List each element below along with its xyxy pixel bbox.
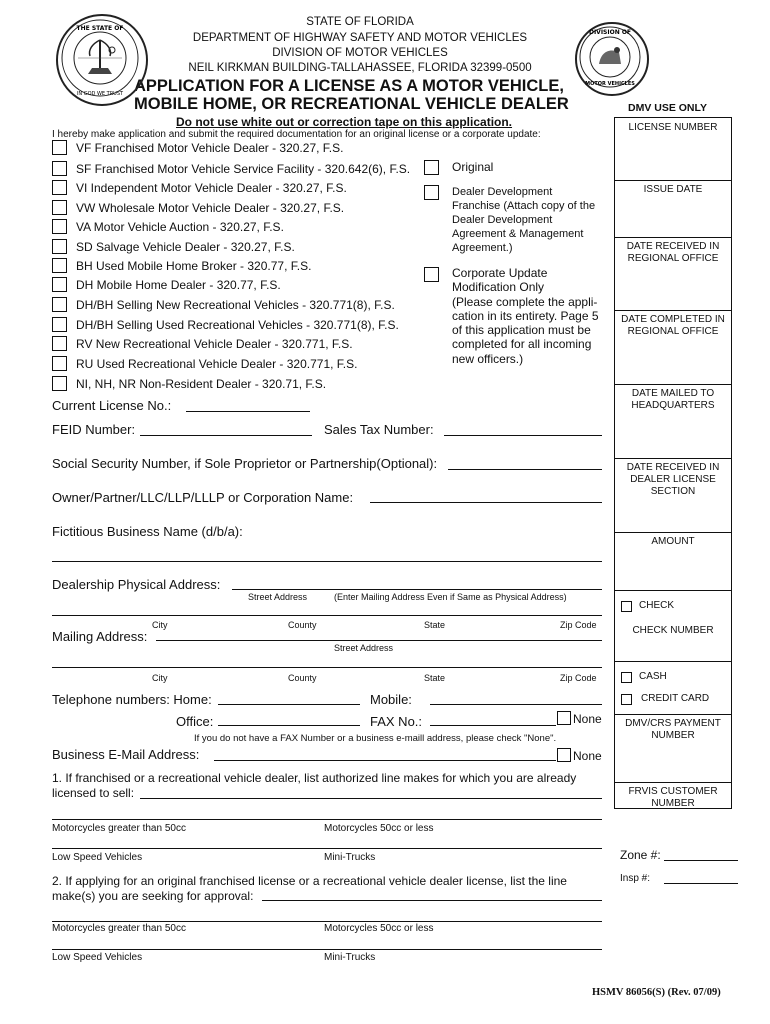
form-title-line2: MOBILE HOME, OR RECREATIONAL VEHICLE DEALER [134, 95, 569, 113]
question-2-line1: 2. If applying for an original franchised license or a recreational vehicle dealer license, list the line [52, 874, 567, 888]
fax-none-label: None [573, 712, 602, 726]
telephone-home-label: Telephone numbers: Home: [52, 692, 212, 707]
insp-label: Insp #: [620, 873, 651, 884]
q1-answer-input[interactable] [140, 798, 602, 799]
svg-text:MOTOR VEHICLES: MOTOR VEHICLES [585, 81, 635, 87]
email-label: Business E-Mail Address: [52, 747, 200, 762]
street-address-caption: Street Address [248, 592, 308, 602]
checkbox[interactable] [52, 336, 67, 351]
q1-motorcycles-big: Motorcycles greater than 50cc [52, 823, 186, 834]
intro-text: I hereby make application and submit the required documentation for an original license or a corporate update: [52, 129, 541, 140]
dealer-development-label: Dealer Development Franchise (Attach copy of the Dealer Development Agreement & Management Agreement.) [452, 186, 596, 254]
dmv-cash-label: CASH [639, 671, 667, 682]
zone-label: Zone #: [620, 848, 661, 862]
dmv-use-only-label: DMV USE ONLY [628, 102, 707, 114]
header-division: DIVISION OF MOTOR VEHICLES [272, 47, 448, 59]
fax-note: If you do not have a FAX Number or a business e-maill address, please check "None". [194, 733, 557, 744]
dmv-crs-payment-number: DMV/CRS PAYMENT NUMBER [625, 718, 721, 741]
mailing-address-input[interactable] [156, 640, 602, 641]
mobile-label: Mobile: [370, 692, 412, 707]
question-2-line2: make(s) you are seeking for approval: [52, 889, 254, 903]
dealer-development-checkbox[interactable] [424, 185, 439, 200]
checkbox[interactable] [52, 140, 67, 155]
ssn-input[interactable] [448, 469, 602, 470]
state-caption-2: State [424, 673, 446, 683]
city-caption-2: City [152, 673, 168, 683]
q2-answer-input[interactable] [262, 900, 602, 901]
svg-text:DIVISION OF: DIVISION OF [588, 29, 632, 36]
county-caption: County [288, 620, 317, 630]
question-1-line1: 1. If franchised or a recreational vehicle dealer, list authorized line makes for which you are already [52, 771, 577, 785]
physical-address-line2[interactable] [52, 615, 602, 616]
q2-answer-line3[interactable] [52, 949, 602, 950]
q2-answer-line2[interactable] [52, 921, 602, 922]
original-label: Original [452, 160, 494, 174]
zip-caption: Zip Code [560, 620, 597, 630]
form-title-line1: APPLICATION FOR A LICENSE AS A MOTOR VEHICLE, [134, 77, 564, 95]
mobile-phone-input[interactable] [430, 704, 602, 705]
q2-low-speed: Low Speed Vehicles [52, 952, 143, 963]
form-number: HSMV 86056(S) (Rev. 07/09) [592, 987, 721, 998]
checkbox[interactable] [52, 376, 67, 391]
dmv-credit-card-label: CREDIT CARD [641, 693, 710, 704]
svg-text:THE STATE OF: THE STATE OF [76, 25, 124, 32]
feid-input[interactable] [140, 435, 312, 436]
dmv-license-number: LICENSE NUMBER [628, 122, 718, 133]
q1-answer-line2[interactable] [52, 819, 602, 820]
mailing-address-line2[interactable] [52, 667, 602, 668]
original-checkbox[interactable] [424, 160, 439, 175]
fax-input[interactable] [430, 725, 556, 726]
checkbox[interactable] [52, 180, 67, 195]
q1-mini-trucks: Mini-Trucks [324, 852, 376, 863]
dmv-frvis-customer-number: FRVIS CUSTOMER NUMBER [628, 786, 718, 809]
header-address: NEIL KIRKMAN BUILDING-TALLAHASSEE, FLORIDA 32399-0500 [188, 62, 532, 74]
dmv-credit-card-checkbox[interactable] [621, 694, 632, 705]
corporate-update-checkbox[interactable] [424, 267, 439, 282]
svg-text:IN GOD WE TRUST: IN GOD WE TRUST [76, 91, 124, 97]
q1-motorcycles-small: Motorcycles 50cc or less [324, 823, 434, 834]
notice-text: Do not use white out or correction tape on this application. [176, 115, 513, 129]
dmv-issue-date: ISSUE DATE [643, 184, 703, 195]
current-license-input[interactable] [186, 411, 310, 412]
header-state: STATE OF FLORIDA [306, 16, 414, 28]
q1-answer-line3[interactable] [52, 848, 602, 849]
state-caption: State [424, 620, 446, 630]
q1-low-speed: Low Speed Vehicles [52, 852, 143, 863]
checkbox[interactable] [52, 200, 67, 215]
sales-tax-input[interactable] [444, 435, 602, 436]
dmv-check-label: CHECK [639, 600, 675, 611]
fictitious-name-label: Fictitious Business Name (d/b/a): [52, 524, 243, 539]
question-1-line2: licensed to sell: [52, 786, 135, 800]
ssn-label: Social Security Number, if Sole Proprietor or Partnership(Optional): [52, 456, 438, 471]
home-phone-input[interactable] [218, 704, 360, 705]
dmv-seal [575, 22, 649, 96]
office-phone-input[interactable] [218, 725, 360, 726]
checkbox[interactable] [52, 258, 67, 273]
physical-address-label: Dealership Physical Address: [52, 577, 221, 592]
current-license-label: Current License No.: [52, 398, 172, 413]
checkbox[interactable] [52, 161, 67, 176]
physical-address-input[interactable] [232, 589, 602, 590]
q2-motorcycles-big: Motorcycles greater than 50cc [52, 923, 186, 934]
q2-motorcycles-small: Motorcycles 50cc or less [324, 923, 434, 934]
fictitious-name-input[interactable] [52, 561, 602, 562]
dmv-date-received-regional: DATE RECEIVED IN REGIONAL OFFICE [626, 241, 720, 264]
zone-input[interactable] [664, 860, 738, 861]
sales-tax-label: Sales Tax Number: [324, 422, 434, 437]
fax-none-checkbox[interactable] [557, 711, 571, 725]
dmv-amount: AMOUNT [651, 536, 695, 547]
checkbox[interactable] [52, 297, 67, 312]
city-caption: City [152, 620, 168, 630]
corporate-update-label: Corporate Update Modification Only (Please complete the appli- cation in its entirety. Page 5 of this application must be completed for all incoming new officers.) [452, 266, 599, 366]
owner-label: Owner/Partner/LLC/LLP/LLLP or Corporation Name: [52, 490, 354, 505]
dmv-cash-checkbox[interactable] [621, 672, 632, 683]
checkbox[interactable] [52, 277, 67, 292]
checkbox[interactable] [52, 317, 67, 332]
county-caption-2: County [288, 673, 317, 683]
dmv-use-only-box [614, 117, 732, 809]
checkbox[interactable] [52, 219, 67, 234]
dmv-check-checkbox[interactable] [621, 601, 632, 612]
office-label: Office: [176, 714, 214, 729]
feid-label: FEID Number: [52, 422, 136, 437]
checkbox[interactable] [52, 356, 67, 371]
dmv-date-received-dealer: DATE RECEIVED IN DEALER LICENSE SECTION [626, 462, 720, 497]
zip-caption-2: Zip Code [560, 673, 597, 683]
email-input[interactable] [214, 760, 556, 761]
dmv-date-mailed-hq: DATE MAILED TO HEADQUARTERS [631, 388, 715, 411]
q2-mini-trucks: Mini-Trucks [324, 952, 376, 963]
dmv-date-completed-regional: DATE COMPLETED IN REGIONAL OFFICE [621, 314, 725, 337]
mailing-note-caption: (Enter Mailing Address Even if Same as Physical Address) [334, 592, 567, 602]
email-none-checkbox[interactable] [557, 748, 571, 762]
dmv-check-number: CHECK NUMBER [632, 625, 714, 636]
header-department: DEPARTMENT OF HIGHWAY SAFETY AND MOTOR VEHICLES [192, 32, 528, 44]
email-none-label: None [573, 749, 602, 763]
florida-seal [56, 14, 148, 106]
mailing-address-label: Mailing Address: [52, 629, 148, 644]
insp-input[interactable] [664, 883, 738, 884]
mailing-street-caption: Street Address [334, 643, 394, 653]
checkbox[interactable] [52, 239, 67, 254]
fax-label: FAX No.: [370, 714, 423, 729]
owner-input[interactable] [370, 502, 602, 503]
